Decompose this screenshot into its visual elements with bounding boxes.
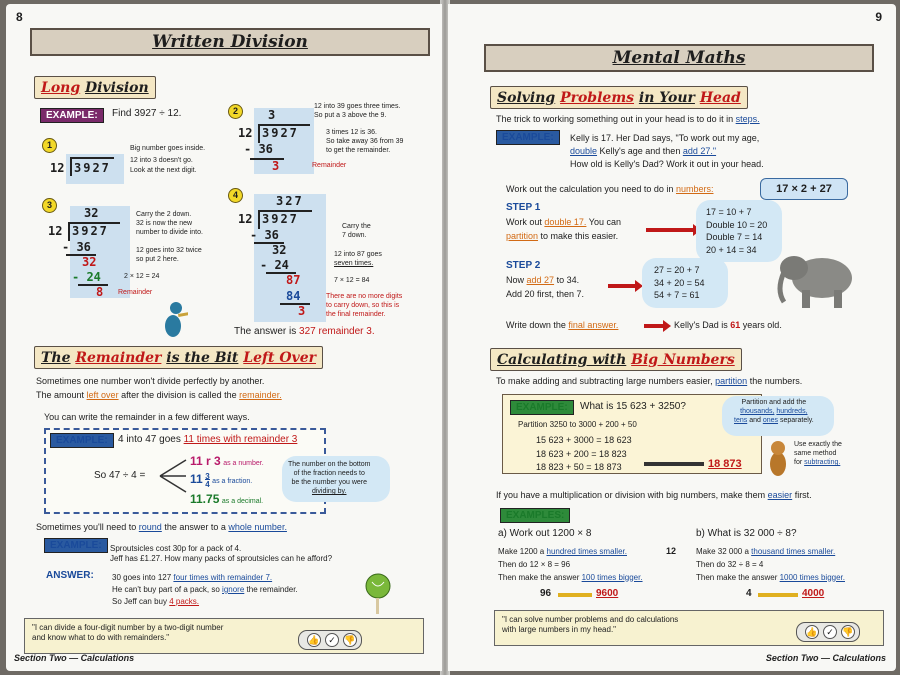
brought-down: 32	[272, 243, 287, 257]
step-number-badge: 3	[42, 198, 57, 213]
arrow-right-icon	[644, 462, 704, 466]
step-text: Work out double 17. You can partition to make this easier.	[506, 217, 621, 241]
example-tag: EXAMPLE:	[496, 130, 560, 145]
calculation-lines	[536, 434, 632, 475]
tip-text: Use exactly the same method for subtracting.	[794, 441, 842, 467]
dog-mascot-icon	[766, 438, 790, 478]
quotient: 3	[268, 108, 276, 122]
left-page	[6, 4, 442, 671]
section-footer: Section Two — Calculations	[14, 653, 135, 663]
subtraction: - 24	[72, 270, 101, 284]
to-value: 9600	[596, 588, 619, 599]
final-answer-line: Write down the final answer.	[506, 320, 619, 330]
example-text: Find 3927 ÷ 12.	[112, 108, 182, 119]
subtraction: - 36	[62, 240, 91, 254]
quotient: 32	[84, 206, 99, 220]
lollipop-icon	[362, 572, 394, 616]
calc-line: 18 623 + 200 = 18 823	[536, 448, 627, 459]
from-value: 96	[540, 588, 552, 599]
step-note: Carry the 2 down. 32 is now the new number to divide into.	[136, 211, 203, 237]
example-tag: EXAMPLE:	[40, 108, 104, 123]
step-number-badge: 1	[42, 138, 57, 153]
pencil-arrow-icon	[558, 593, 592, 597]
step-number-badge: 2	[228, 104, 243, 119]
example-b-steps: Make 32 000 a thousand times smaller. Then do 32 ÷ 8 = 4 Then make the answer 1000 times bigger.	[696, 547, 845, 582]
example-tag: EXAMPLE:	[50, 433, 114, 448]
calc-line: 17 = 10 + 7	[706, 207, 752, 217]
calc-line: Double 7 = 14	[706, 232, 763, 243]
example-tag: EXAMPLE:	[510, 400, 574, 415]
remainder-option: 11.75 as a decimal.	[190, 492, 264, 506]
thumbs-up-icon[interactable]: 👍	[806, 627, 818, 637]
answer-line: The answer is 327 remainder 3.	[234, 326, 375, 337]
dividend: 3927	[74, 161, 111, 175]
subtraction-line	[280, 303, 310, 305]
examples-tag: EXAMPLES:	[500, 508, 570, 523]
divisor: 12	[238, 126, 253, 140]
body-text: To make adding and subtracting large numbers easier, partition the numbers.	[496, 376, 803, 386]
footer-quote: "I can solve number problems and do calculations with large numbers in my head."	[502, 615, 679, 634]
step-note: 3 times 12 is 36. So take away 36 from 39 to get the remainder.	[326, 129, 404, 155]
dividend: 3927	[262, 126, 299, 140]
body-text: If you have a multiplication or division with big numbers, make them easier first.	[496, 490, 812, 500]
equation: So 47 ÷ 4 =	[94, 470, 146, 481]
final-answer: Kelly's Dad is 61 years old.	[674, 320, 782, 330]
example-a-question: a) Work out 1200 × 8	[498, 528, 592, 539]
step-note: Big number goes inside.	[130, 145, 206, 152]
working-shade	[254, 108, 314, 174]
page-number: 9	[875, 10, 882, 24]
branch-arrows-icon	[158, 456, 188, 496]
example-b-question: b) What is 32 000 ÷ 8?	[696, 528, 797, 539]
subtraction-line	[78, 284, 108, 286]
remainder-option: 11 r 3 as a number.	[190, 454, 264, 468]
quotient: 327	[276, 194, 304, 208]
section-heading-big-numbers: Calculating with Big Numbers	[490, 348, 742, 371]
body-text: The amount left over after the division is called the remainder.	[36, 390, 282, 400]
brought-down: 87	[286, 273, 301, 287]
thumbs-up-icon[interactable]: 👍	[308, 635, 320, 645]
arrow-right-icon	[644, 324, 664, 328]
remainder-value: 3	[298, 304, 306, 318]
step-note: 12 into 3 doesn't go.	[130, 157, 193, 164]
step-note: 12 goes into 32 twice so put 2 here.	[136, 247, 202, 264]
self-assessment	[796, 622, 860, 642]
step-text: Now add 27 to 34. Add 20 first, then 7.	[506, 275, 585, 299]
subtraction: 84	[286, 289, 301, 303]
pencil-arrow-icon	[758, 593, 798, 597]
dividend: 3927	[72, 224, 109, 238]
remainder-option: $11 \frac{3}{4}$ as a fraction.	[190, 471, 253, 489]
dividend: 3927	[262, 212, 299, 226]
step-label: STEP 2	[506, 260, 541, 271]
remainder-label: Remainder	[312, 162, 347, 169]
remainder-value: 8	[96, 285, 104, 299]
example-a-steps: Make 1200 a hundred times smaller. Then do 12 × 8 = 96 Then make the answer 100 times bigger.	[498, 547, 643, 582]
body-text: Sometimes you'll need to round the answer to a whole number.	[36, 522, 287, 532]
section-heading-long-division: Long Division	[34, 76, 156, 99]
final-answer: 18 873	[708, 458, 742, 470]
division-bar	[70, 157, 114, 159]
answer-text: 30 goes into 127 four times with remainder 7. He can't buy part of a pack, so ignore the remainder. So Jeff can buy 4 packs.	[112, 573, 298, 606]
subtraction: - 36	[244, 142, 273, 156]
elephant-icon	[772, 246, 862, 312]
body-text: You can write the remainder in a few different ways.	[44, 412, 250, 422]
thumbs-down-icon[interactable]: 👎	[842, 627, 854, 637]
working-cloud-text	[654, 264, 705, 302]
footer-quote: "I can divide a four-digit number by a two-digit number and know what to do with remainders."	[32, 623, 224, 642]
dinosaur-mascot-icon	[158, 300, 188, 340]
calc-line: 18 823 + 50 = 18 873	[536, 462, 622, 472]
right-page	[448, 4, 896, 671]
step-calc: 7 × 12 = 84	[334, 277, 370, 284]
body-text: Work out the calculation you need to do in numbers:	[506, 184, 714, 194]
arrow-right-icon	[608, 284, 636, 288]
example-text: 4 into 47 goes 11 times with remainder 3	[118, 434, 298, 445]
step-note: There are no more digits to carry down, so this is the final remainder.	[326, 293, 403, 319]
remainder-value: 3	[272, 159, 280, 173]
page-title: Mental Maths	[484, 44, 874, 72]
calc-line: 15 623 + 3000 = 18 623	[536, 435, 632, 445]
calc-line: 27 = 20 + 7	[654, 265, 700, 275]
from-value: 4	[746, 588, 752, 599]
division-bracket	[68, 223, 70, 241]
brought-down: 32	[82, 255, 97, 269]
calc-line: 34 + 20 = 54	[654, 277, 705, 288]
tip-cloud-text: Partition and add the thousands, hundreds, tens and ones separately.	[734, 399, 814, 425]
step-note: 12 into 87 goes seven times.	[334, 251, 382, 268]
step-calc: 2 × 12 = 24	[124, 273, 160, 280]
step-label: STEP 1	[506, 202, 541, 213]
thumbs-down-icon[interactable]: 👎	[344, 635, 356, 645]
self-assessment	[298, 630, 362, 650]
divisor: 12	[48, 224, 63, 238]
step-note: Carry the 7 down.	[342, 223, 371, 240]
example-text: Sproutsicles cost 30p for a pack of 4. Jeff has £1.27. How many packs of sproutsicles can he afford?	[110, 544, 333, 563]
arrow-right-icon	[646, 228, 694, 232]
calc-line: Double 10 = 20	[706, 219, 768, 230]
example-tag: EXAMPLE:	[44, 538, 108, 553]
calc-line: 20 + 14 = 34	[706, 244, 757, 255]
answer-tag: ANSWER:	[46, 570, 94, 581]
step-note: 12 into 39 goes three times. So put a 3 above the 9.	[314, 103, 401, 120]
to-value: 4000	[802, 588, 825, 599]
body-text: The trick to working something out in your head is to do it in steps.	[496, 114, 760, 124]
tip-cloud-text: The number on the bottom of the fraction needs to be the number you were dividing by.	[288, 461, 371, 496]
division-bracket	[258, 211, 260, 229]
step-note: Look at the next digit.	[130, 167, 197, 174]
division-bracket	[258, 125, 260, 143]
calc-line: 54 + 7 = 61	[654, 290, 700, 301]
tick-icon[interactable]: ✓	[823, 625, 837, 639]
example-text: Kelly is 17. Her Dad says, "To work out my age, double Kelly's age and then add 27." How old is Kelly's Dad? Work it out in your head.	[570, 133, 764, 170]
subtraction: - 36	[250, 228, 279, 242]
divisor: 12	[50, 161, 65, 175]
section-heading-remainder: The Remainder is the Bit Left Over	[34, 346, 323, 369]
remainder-label: Remainder	[118, 289, 153, 296]
body-text: Sometimes one number won't divide perfectly by another.	[36, 376, 265, 386]
page-number: 8	[16, 10, 23, 24]
partition-line: Partition 3250 to 3000 + 200 + 50	[518, 420, 637, 429]
working-cloud-text	[706, 206, 767, 256]
calculation-burst: 17 × 2 + 27	[760, 178, 848, 200]
divisor: 12	[238, 212, 253, 226]
subtraction: - 24	[260, 258, 289, 272]
small-number: 12	[666, 546, 677, 556]
step-number-badge: 4	[228, 188, 243, 203]
section-heading-solving: Solving Problems in Your Head	[490, 86, 748, 109]
tick-icon[interactable]: ✓	[325, 633, 339, 647]
division-bracket	[70, 158, 72, 176]
page-title: Written Division	[30, 28, 430, 56]
section-footer: Section Two — Calculations	[765, 653, 886, 663]
example-question: What is 15 623 + 3250?	[580, 401, 686, 412]
